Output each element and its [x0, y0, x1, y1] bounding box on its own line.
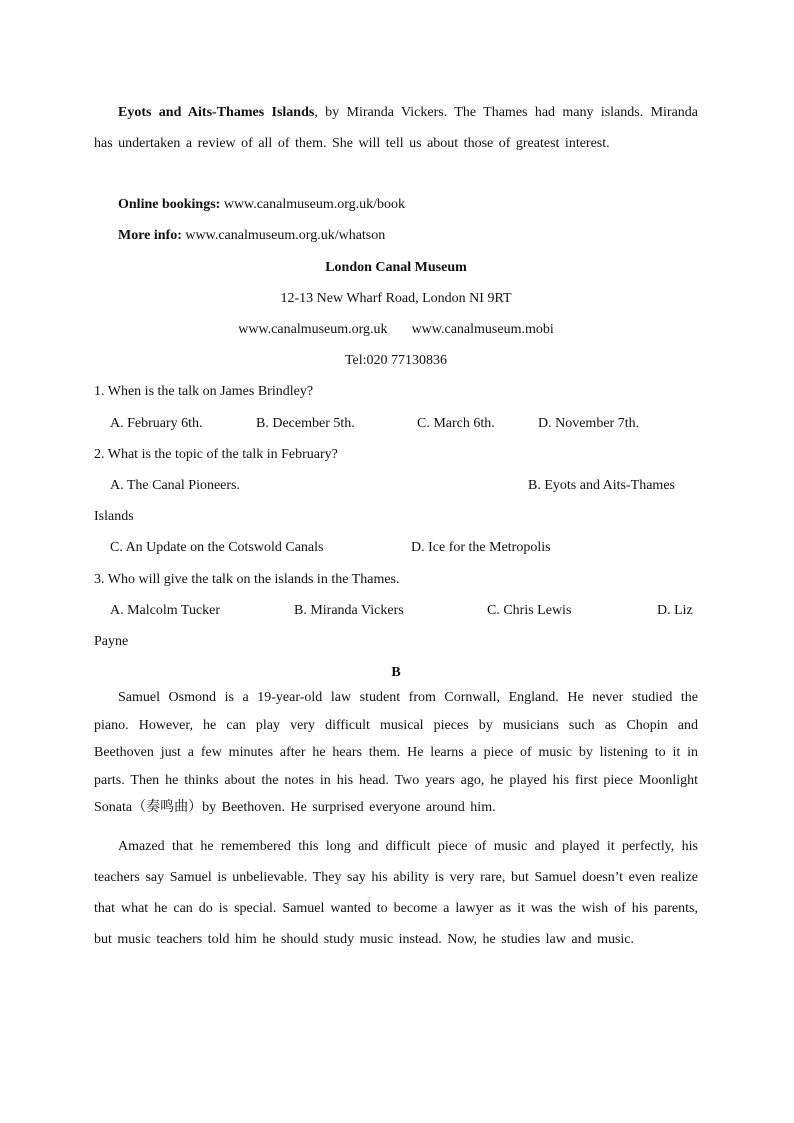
q1-option-c[interactable]: C. March 6th. [417, 416, 495, 431]
museum-websites [94, 320, 698, 340]
more-info-url[interactable]: www.canalmuseum.org.uk/whatson [185, 228, 386, 243]
online-bookings-line [118, 195, 405, 215]
q3-option-d[interactable]: D. Liz [657, 603, 693, 618]
museum-name: London Canal Museum [325, 260, 467, 275]
q3-option-c[interactable]: C. Chris Lewis [487, 603, 572, 618]
q3-option-b[interactable]: B. Miranda Vickers [294, 603, 404, 618]
question-2: 2. What is the topic of the talk in February? [94, 447, 338, 462]
intro-paragraph [94, 97, 698, 159]
q3-option-d-cont[interactable]: Payne [94, 634, 129, 649]
section-b-paragraph-2: Amazed that he remembered this long and difficult piece of music and played it perfectly, his teachers say Samuel is unbelievable. They say his ability is very rare, but Samuel doesn’t even realize that what he can do is special. Samuel wanted to become a lawyer as it was the wish of his parents, but music teachers told him he should study music instead. Now, he studies law and music. [94, 839, 698, 947]
more-info-label: More info: [118, 228, 182, 243]
museum-tel: Tel:020 77130836 [344, 353, 448, 368]
intro-title: Eyots and Aits-Thames Islands [118, 105, 315, 120]
section-b-heading: B [391, 665, 401, 680]
intro-text: , by Miranda Vickers. The Thames had many islands. Miranda has undertaken a review of all of them. She will tell us about those of greatest interest. [94, 105, 698, 151]
question-1: 1. When is the talk on James Brindley? [94, 384, 314, 399]
museum-site-2[interactable]: www.canalmuseum.mobi [411, 322, 554, 337]
q1-option-b[interactable]: B. December 5th. [256, 416, 355, 431]
question-3: 3. Who will give the talk on the islands in the Thames. [94, 572, 400, 587]
q2-option-a[interactable]: A. The Canal Pioneers. [110, 478, 240, 493]
museum-address: 12-13 New Wharf Road, London NI 9RT [280, 291, 512, 306]
q2-option-b-cont[interactable]: Islands [94, 509, 134, 524]
online-bookings-url[interactable]: www.canalmuseum.org.uk/book [223, 197, 406, 212]
q1-option-d[interactable]: D. November 7th. [538, 416, 640, 431]
q2-option-c[interactable]: C. An Update on the Cotswold Canals [110, 540, 324, 555]
q2-option-b[interactable]: B. Eyots and Aits-Thames [528, 478, 675, 493]
q1-option-a[interactable]: A. February 6th. [110, 416, 203, 431]
online-bookings-label: Online bookings: [118, 197, 221, 212]
q3-option-a[interactable]: A. Malcolm Tucker [110, 603, 221, 618]
more-info-line [118, 226, 385, 246]
section-b-paragraph-1: Samuel Osmond is a 19-year-old law student from Cornwall, England. He never studied the piano. However, he can play very difficult musical pieces by musicians such as Chopin and Beethoven just a few minutes after he hears them. He learns a piece of music by listening to it in parts. Then he thinks about the notes in his head. Two years ago, he played his first piece Moonlight Sonata（奏鸣曲）by Beethoven. He surprised everyone around him. [94, 690, 698, 816]
museum-site-1[interactable]: www.canalmuseum.org.uk [238, 322, 388, 337]
q2-option-d[interactable]: D. Ice for the Metropolis [411, 540, 551, 555]
